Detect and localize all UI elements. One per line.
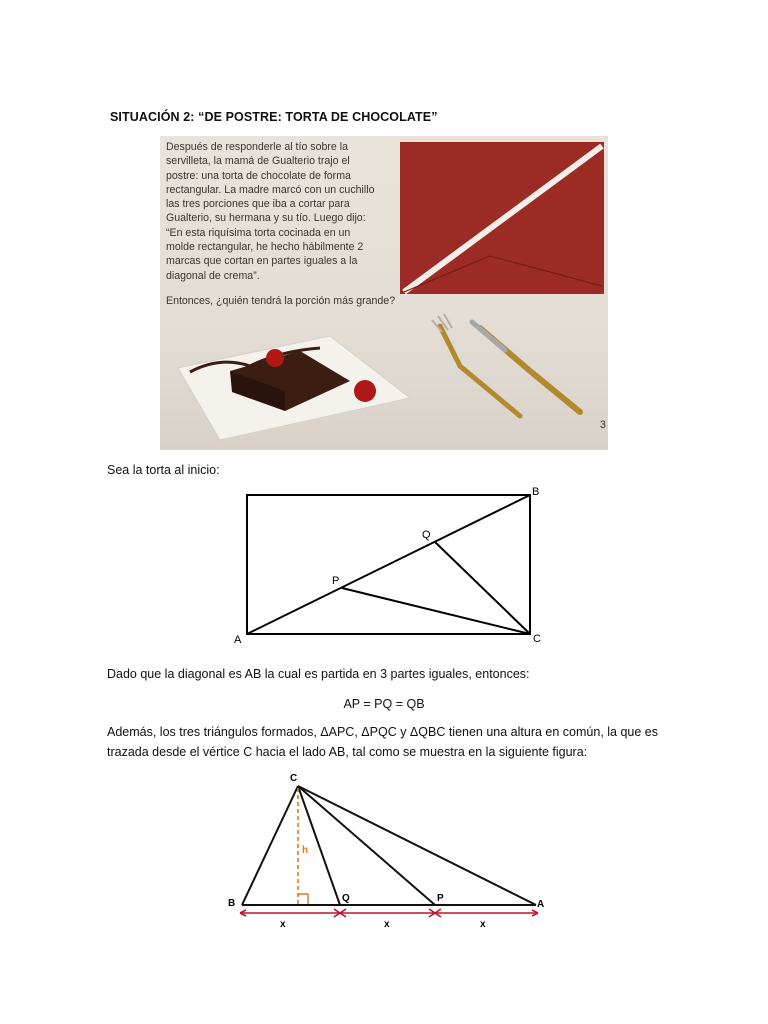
knife-blade bbox=[472, 322, 505, 350]
label-Q2: Q bbox=[342, 893, 350, 904]
photo-question-text: Entonces, ¿quién tendrá la porción más grande? bbox=[166, 295, 396, 307]
label-B: B bbox=[532, 486, 540, 498]
fork-icon bbox=[440, 326, 520, 416]
equation-text: AP = PQ = QB bbox=[343, 697, 425, 711]
label-C: C bbox=[533, 633, 541, 645]
cherry-plate bbox=[354, 380, 376, 402]
label-P: P bbox=[332, 575, 340, 587]
label-Q: Q bbox=[422, 529, 431, 541]
section-heading: SITUACIÓN 2: “DE POSTRE: TORTA DE CHOCOLATE” bbox=[110, 110, 438, 124]
explanation-line-2: trazada desde el vértice C hacia el lado AB, tal como se muestra en la siguiente figura: bbox=[107, 745, 588, 759]
label-A2: A bbox=[537, 899, 545, 910]
label-C2: C bbox=[290, 773, 298, 784]
measure-line bbox=[240, 909, 538, 917]
photo-story-text: Después de responderle al tío sobre la servilleta, la mamá de Gualterio trajo el postre: una torta de chocolate de forma rectangular. La madre marcó con un cuchillo las tres porciones que iba a cortar para Gualterio, su hermana y su tío. Luego dijo: “En esta riquísima torta cocinada en un molde rectangular, he hecho hábilmente 2 marcas que cortan en partes iguales a la diagonal de crema”. bbox=[166, 141, 375, 282]
height-diagram bbox=[220, 770, 560, 930]
intro-text: Sea la torta al inicio: bbox=[107, 463, 220, 477]
photo-illustration bbox=[160, 136, 608, 450]
label-B2: B bbox=[228, 898, 236, 909]
photo-page-number: 3 bbox=[599, 419, 606, 431]
statement-text: Dado que la diagonal es AB la cual es partida en 3 partes iguales, entonces: bbox=[107, 667, 530, 681]
segment-label-3: x bbox=[480, 919, 486, 930]
label-A: A bbox=[234, 634, 242, 646]
segment-label-2: x bbox=[384, 919, 390, 930]
diagonal-AB bbox=[247, 495, 530, 634]
textbook-photo bbox=[160, 136, 608, 450]
label-h: h bbox=[302, 845, 309, 856]
right-angle-mark bbox=[298, 894, 308, 904]
segment-label-1: x bbox=[280, 919, 286, 930]
segment-PC bbox=[342, 588, 530, 634]
cherry-top bbox=[266, 349, 284, 367]
explanation-line-1: Además, los tres triángulos formados, ΔAPC, ΔPQC y ΔQBC tienen una altura en común, la que es bbox=[107, 725, 659, 739]
label-P2: P bbox=[437, 893, 444, 904]
segment-QC bbox=[435, 542, 530, 634]
cake-diagram bbox=[225, 480, 555, 650]
segment-BC bbox=[242, 786, 298, 905]
